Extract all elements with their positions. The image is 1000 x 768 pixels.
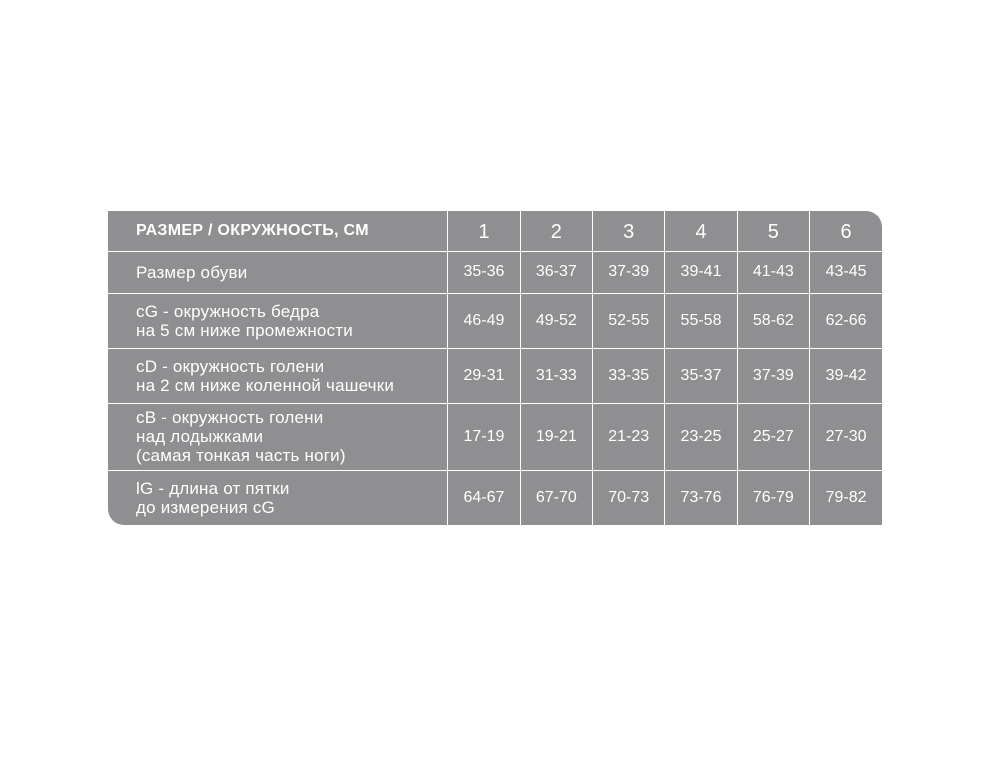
value-cell: 37-39 — [737, 348, 809, 403]
table-row-shoe-size — [108, 251, 882, 293]
size-header-3: 3 — [592, 211, 664, 251]
value-cell: 58-62 — [737, 293, 809, 348]
size-header-1: 1 — [448, 211, 520, 251]
value-cell: 43-45 — [810, 251, 882, 293]
table-row-ankle — [108, 403, 882, 470]
header-row — [108, 211, 882, 251]
value-cell: 17-19 — [448, 403, 520, 470]
row-label-line: на 2 см ниже коленной чашечки — [136, 375, 395, 395]
value-cell: 19-21 — [520, 403, 592, 470]
value-cell: 62-66 — [810, 293, 882, 348]
row-label-line: (самая тонкая часть ноги) — [136, 446, 346, 465]
value-cell: 49-52 — [520, 293, 592, 348]
row-label — [108, 470, 448, 525]
value-cell: 29-31 — [448, 348, 520, 403]
value-cell: 39-42 — [810, 348, 882, 403]
size-header-4: 4 — [665, 211, 737, 251]
value-cell: 27-30 — [810, 403, 882, 470]
value-cell: 21-23 — [592, 403, 664, 470]
size-header-6: 6 — [810, 211, 882, 251]
size-chart-panel — [108, 211, 882, 525]
value-cell: 35-37 — [665, 348, 737, 403]
row-label — [108, 251, 448, 293]
row-label-line: cG - окружность бедра — [136, 301, 320, 321]
row-label-line: Размер обуви — [136, 262, 248, 282]
value-cell: 23-25 — [665, 403, 737, 470]
row-label — [108, 293, 448, 348]
row-label-line: lG - длина от пятки — [136, 478, 290, 498]
value-cell: 46-49 — [448, 293, 520, 348]
value-cell: 41-43 — [737, 251, 809, 293]
value-cell: 73-76 — [665, 470, 737, 525]
value-cell: 76-79 — [737, 470, 809, 525]
value-cell: 70-73 — [592, 470, 664, 525]
value-cell: 33-35 — [592, 348, 664, 403]
table-row-calf-knee — [108, 348, 882, 403]
size-header-2: 2 — [520, 211, 592, 251]
value-cell: 64-67 — [448, 470, 520, 525]
value-cell: 36-37 — [520, 251, 592, 293]
row-label — [108, 348, 448, 403]
value-cell: 35-36 — [448, 251, 520, 293]
row-label-line: над лодыжками — [136, 427, 264, 446]
row-label-line: на 5 см ниже промежности — [136, 320, 353, 340]
value-cell: 31-33 — [520, 348, 592, 403]
value-cell: 52-55 — [592, 293, 664, 348]
size-chart-table — [108, 211, 882, 525]
header-label: РАЗМЕР / ОКРУЖНОСТЬ, СМ — [108, 211, 448, 251]
value-cell: 25-27 — [737, 403, 809, 470]
row-label-line: до измерения cG — [136, 497, 275, 517]
table-row-thigh — [108, 293, 882, 348]
value-cell: 39-41 — [665, 251, 737, 293]
value-cell: 67-70 — [520, 470, 592, 525]
row-label — [108, 403, 448, 470]
row-label-line: cB - окружность голени — [136, 408, 324, 427]
table-row-length — [108, 470, 882, 525]
value-cell: 79-82 — [810, 470, 882, 525]
value-cell: 55-58 — [665, 293, 737, 348]
size-header-5: 5 — [737, 211, 809, 251]
row-label-line: cD - окружность голени — [136, 356, 325, 376]
value-cell: 37-39 — [592, 251, 664, 293]
